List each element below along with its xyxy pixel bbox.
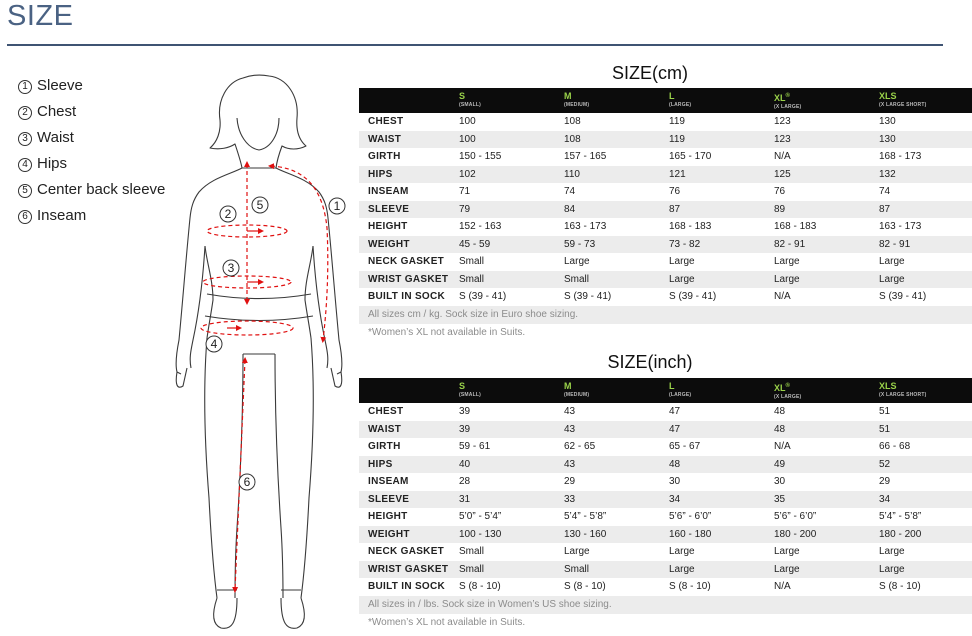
table-cell: 47 xyxy=(660,403,765,421)
header-size-s: S (SMALL) xyxy=(450,378,555,403)
header-size-m: M (MEDIUM) xyxy=(555,378,660,403)
table-cell: 160 - 180 xyxy=(660,526,765,544)
table-row xyxy=(359,166,972,184)
table-cell: 66 - 68 xyxy=(870,438,972,456)
row-label: WEIGHT xyxy=(359,236,450,254)
table-cell: N/A xyxy=(765,288,870,306)
page-title: SIZE xyxy=(7,0,74,32)
row-label: BUILT IN SOCK xyxy=(359,288,450,306)
table-cell: 30 xyxy=(765,473,870,491)
cm-table-body xyxy=(359,113,972,306)
table-cell: 125 xyxy=(765,166,870,184)
header-size-xls: XLS (X LARGE SHORT) xyxy=(870,88,972,113)
table-cell: 43 xyxy=(555,421,660,439)
row-label: HEIGHT xyxy=(359,218,450,236)
table-header-row xyxy=(359,88,972,113)
svg-text:3: 3 xyxy=(227,261,235,275)
table-cell: S (8 - 10) xyxy=(660,578,765,596)
legend-item-inseam xyxy=(18,203,165,229)
table-cell: 74 xyxy=(870,183,972,201)
table-cell: 87 xyxy=(660,201,765,219)
table-cell: 52 xyxy=(870,456,972,474)
table-cell: 132 xyxy=(870,166,972,184)
table-cell: 89 xyxy=(765,201,870,219)
marker-2 xyxy=(220,206,236,222)
table-cell: 100 xyxy=(450,131,555,149)
table-cell: 73 - 82 xyxy=(660,236,765,254)
svg-text:5: 5 xyxy=(256,198,264,212)
table-cell: 79 xyxy=(450,201,555,219)
table-cell: 76 xyxy=(765,183,870,201)
header-blank xyxy=(359,378,450,403)
table-cell: 43 xyxy=(555,456,660,474)
table-cell: S (39 - 41) xyxy=(450,288,555,306)
table-cell: 130 xyxy=(870,131,972,149)
cm-note-xl: *Women’s XL not available in Suits. xyxy=(359,324,972,342)
table-cell: Large xyxy=(660,543,765,561)
svg-text:4: 4 xyxy=(210,337,218,351)
table-cell: 39 xyxy=(450,421,555,439)
table-cell: 51 xyxy=(870,421,972,439)
table-cell: S (8 - 10) xyxy=(870,578,972,596)
size-table-inch xyxy=(359,378,972,632)
table-cell: 74 xyxy=(555,183,660,201)
table-cell: 30 xyxy=(660,473,765,491)
table-cell: 152 - 163 xyxy=(450,218,555,236)
table-row xyxy=(359,421,972,439)
table-cell: 130 xyxy=(870,113,972,131)
table-cell: Large xyxy=(660,561,765,579)
table-row xyxy=(359,578,972,596)
table-cell: S (39 - 41) xyxy=(555,288,660,306)
cm-table-title: SIZE(cm) xyxy=(612,63,688,83)
table-cell: N/A xyxy=(765,578,870,596)
svg-text:1: 1 xyxy=(333,199,341,213)
table-row xyxy=(359,271,972,289)
table-cell: 5’6” - 6’0” xyxy=(765,508,870,526)
table-cell: 180 - 200 xyxy=(765,526,870,544)
table-cell: Small xyxy=(450,561,555,579)
table-row xyxy=(359,253,972,271)
table-cell: Large xyxy=(765,271,870,289)
table-cell: 82 - 91 xyxy=(870,236,972,254)
table-cell: 119 xyxy=(660,131,765,149)
table-cell: 168 - 183 xyxy=(765,218,870,236)
row-label: SLEEVE xyxy=(359,201,450,219)
table-cell: 62 - 65 xyxy=(555,438,660,456)
row-label: NECK GASKET xyxy=(359,253,450,271)
table-cell: 76 xyxy=(660,183,765,201)
row-label: WRIST GASKET xyxy=(359,271,450,289)
inch-table-title: SIZE(inch) xyxy=(607,352,693,372)
table-row xyxy=(359,403,972,421)
table-row xyxy=(359,438,972,456)
table-cell: 5’6” - 6’0” xyxy=(660,508,765,526)
table-cell: Large xyxy=(870,561,972,579)
table-cell: 29 xyxy=(555,473,660,491)
table-cell: 123 xyxy=(765,113,870,131)
inch-table-body xyxy=(359,403,972,596)
table-cell: 163 - 173 xyxy=(555,218,660,236)
table-cell: Small xyxy=(450,253,555,271)
table-cell: 33 xyxy=(555,491,660,509)
table-cell: 100 - 130 xyxy=(450,526,555,544)
table-cell: Small xyxy=(555,271,660,289)
marker-4 xyxy=(206,336,222,352)
table-cell: 121 xyxy=(660,166,765,184)
svg-text:6: 6 xyxy=(243,475,251,489)
table-header-row xyxy=(359,378,972,403)
table-row xyxy=(359,526,972,544)
table-row xyxy=(359,543,972,561)
table-cell: 28 xyxy=(450,473,555,491)
table-cell: 59 - 61 xyxy=(450,438,555,456)
legend-number: 1 xyxy=(18,80,32,94)
legend-label: Center back sleeve xyxy=(37,181,166,198)
table-cell: 150 - 155 xyxy=(450,148,555,166)
marker-1 xyxy=(329,198,345,214)
legend-item-hips xyxy=(18,151,165,177)
header-size-m: M (MEDIUM) xyxy=(555,88,660,113)
marker-6 xyxy=(239,474,255,490)
table-row xyxy=(359,201,972,219)
table-cell: Large xyxy=(870,253,972,271)
table-cell: 49 xyxy=(765,456,870,474)
header-size-xl: XL® (X LARGE) xyxy=(765,378,870,403)
row-label: INSEAM xyxy=(359,183,450,201)
row-label: WEIGHT xyxy=(359,526,450,544)
table-cell: 39 xyxy=(450,403,555,421)
table-cell: 31 xyxy=(450,491,555,509)
row-label: HIPS xyxy=(359,166,450,184)
table-cell: 168 - 173 xyxy=(870,148,972,166)
size-table-cm xyxy=(359,88,972,342)
table-cell: 108 xyxy=(555,113,660,131)
table-cell: 45 - 59 xyxy=(450,236,555,254)
table-cell: 5’0” - 5’4” xyxy=(450,508,555,526)
table-cell: S (8 - 10) xyxy=(450,578,555,596)
table-cell: Small xyxy=(450,543,555,561)
table-cell: 102 xyxy=(450,166,555,184)
table-row xyxy=(359,473,972,491)
legend-label: Inseam xyxy=(37,207,87,224)
svg-text:2: 2 xyxy=(224,207,232,221)
legend-number: 4 xyxy=(18,158,32,172)
legend-number: 5 xyxy=(18,184,32,198)
row-label: NECK GASKET xyxy=(359,543,450,561)
row-label: WAIST xyxy=(359,131,450,149)
table-cell: 29 xyxy=(870,473,972,491)
table-row xyxy=(359,183,972,201)
table-row xyxy=(359,218,972,236)
row-label: WRIST GASKET xyxy=(359,561,450,579)
body-outline xyxy=(176,75,342,628)
table-cell: 43 xyxy=(555,403,660,421)
row-label: GIRTH xyxy=(359,438,450,456)
inch-note-xl: *Women’s XL not available in Suits. xyxy=(359,614,972,632)
table-cell: 48 xyxy=(660,456,765,474)
table-cell: 65 - 67 xyxy=(660,438,765,456)
row-label: INSEAM xyxy=(359,473,450,491)
table-cell: 82 - 91 xyxy=(765,236,870,254)
table-cell: Large xyxy=(765,543,870,561)
table-cell: 108 xyxy=(555,131,660,149)
table-cell: 130 - 160 xyxy=(555,526,660,544)
header-size-xl: XL® (X LARGE) xyxy=(765,88,870,113)
table-cell: 59 - 73 xyxy=(555,236,660,254)
table-cell: Large xyxy=(555,543,660,561)
table-cell: S (39 - 41) xyxy=(870,288,972,306)
marker-3 xyxy=(223,260,239,276)
legend-label: Waist xyxy=(37,129,74,146)
title-divider xyxy=(7,44,943,46)
legend-item-waist xyxy=(18,125,165,151)
table-row xyxy=(359,288,972,306)
row-label: GIRTH xyxy=(359,148,450,166)
row-label: HEIGHT xyxy=(359,508,450,526)
inch-note-units: All sizes in / lbs. Sock size in Women’s US shoe sizing. xyxy=(359,596,972,614)
table-cell: 48 xyxy=(765,421,870,439)
hips-loop xyxy=(201,321,293,335)
table-cell: 48 xyxy=(765,403,870,421)
table-row xyxy=(359,131,972,149)
table-cell: 180 - 200 xyxy=(870,526,972,544)
measurement-legend xyxy=(18,73,165,229)
table-row xyxy=(359,148,972,166)
table-cell: 100 xyxy=(450,113,555,131)
legend-label: Sleeve xyxy=(37,77,83,94)
header-size-l: L (LARGE) xyxy=(660,378,765,403)
table-cell: 123 xyxy=(765,131,870,149)
table-cell: 110 xyxy=(555,166,660,184)
table-cell: 157 - 165 xyxy=(555,148,660,166)
marker-5 xyxy=(252,197,268,213)
table-cell: Large xyxy=(765,253,870,271)
table-row xyxy=(359,508,972,526)
table-cell: 119 xyxy=(660,113,765,131)
table-cell: 168 - 183 xyxy=(660,218,765,236)
row-label: BUILT IN SOCK xyxy=(359,578,450,596)
table-cell: 34 xyxy=(660,491,765,509)
table-cell: Large xyxy=(870,271,972,289)
table-cell: Small xyxy=(450,271,555,289)
cm-note-units: All sizes cm / kg. Sock size in Euro shoe sizing. xyxy=(359,306,972,324)
table-cell: 5’4” - 5’8” xyxy=(555,508,660,526)
table-cell: 51 xyxy=(870,403,972,421)
table-cell: 34 xyxy=(870,491,972,509)
table-row xyxy=(359,236,972,254)
figure-markers xyxy=(206,197,345,490)
measurement-arrows xyxy=(201,164,328,590)
table-cell: 71 xyxy=(450,183,555,201)
table-cell: Small xyxy=(555,561,660,579)
table-cell: 163 - 173 xyxy=(870,218,972,236)
table-row xyxy=(359,491,972,509)
table-cell: Large xyxy=(870,543,972,561)
table-cell: Large xyxy=(660,253,765,271)
body-measurement-figure xyxy=(165,68,365,636)
header-size-l: L (LARGE) xyxy=(660,88,765,113)
legend-label: Chest xyxy=(37,103,77,120)
legend-number: 2 xyxy=(18,106,32,120)
table-cell: 5’4” - 5’8” xyxy=(870,508,972,526)
table-cell: Large xyxy=(765,561,870,579)
table-cell: N/A xyxy=(765,148,870,166)
table-cell: 87 xyxy=(870,201,972,219)
header-size-s: S (SMALL) xyxy=(450,88,555,113)
row-label: SLEEVE xyxy=(359,491,450,509)
row-label: HIPS xyxy=(359,456,450,474)
row-label: WAIST xyxy=(359,421,450,439)
table-row xyxy=(359,113,972,131)
table-cell: 35 xyxy=(765,491,870,509)
table-cell: Large xyxy=(660,271,765,289)
row-label: CHEST xyxy=(359,113,450,131)
table-row xyxy=(359,561,972,579)
table-cell: Large xyxy=(555,253,660,271)
legend-label: Hips xyxy=(37,155,68,172)
table-cell: S (39 - 41) xyxy=(660,288,765,306)
legend-item-sleeve xyxy=(18,73,165,99)
table-cell: 40 xyxy=(450,456,555,474)
legend-item-chest xyxy=(18,99,165,125)
table-row xyxy=(359,456,972,474)
table-cell: 47 xyxy=(660,421,765,439)
legend-item-center-back-sleeve xyxy=(18,177,165,203)
table-cell: N/A xyxy=(765,438,870,456)
header-size-xls: XLS (X LARGE SHORT) xyxy=(870,378,972,403)
row-label: CHEST xyxy=(359,403,450,421)
legend-number: 3 xyxy=(18,132,32,146)
header-blank xyxy=(359,88,450,113)
table-cell: 165 - 170 xyxy=(660,148,765,166)
table-cell: 84 xyxy=(555,201,660,219)
table-cell: S (8 - 10) xyxy=(555,578,660,596)
legend-number: 6 xyxy=(18,210,32,224)
